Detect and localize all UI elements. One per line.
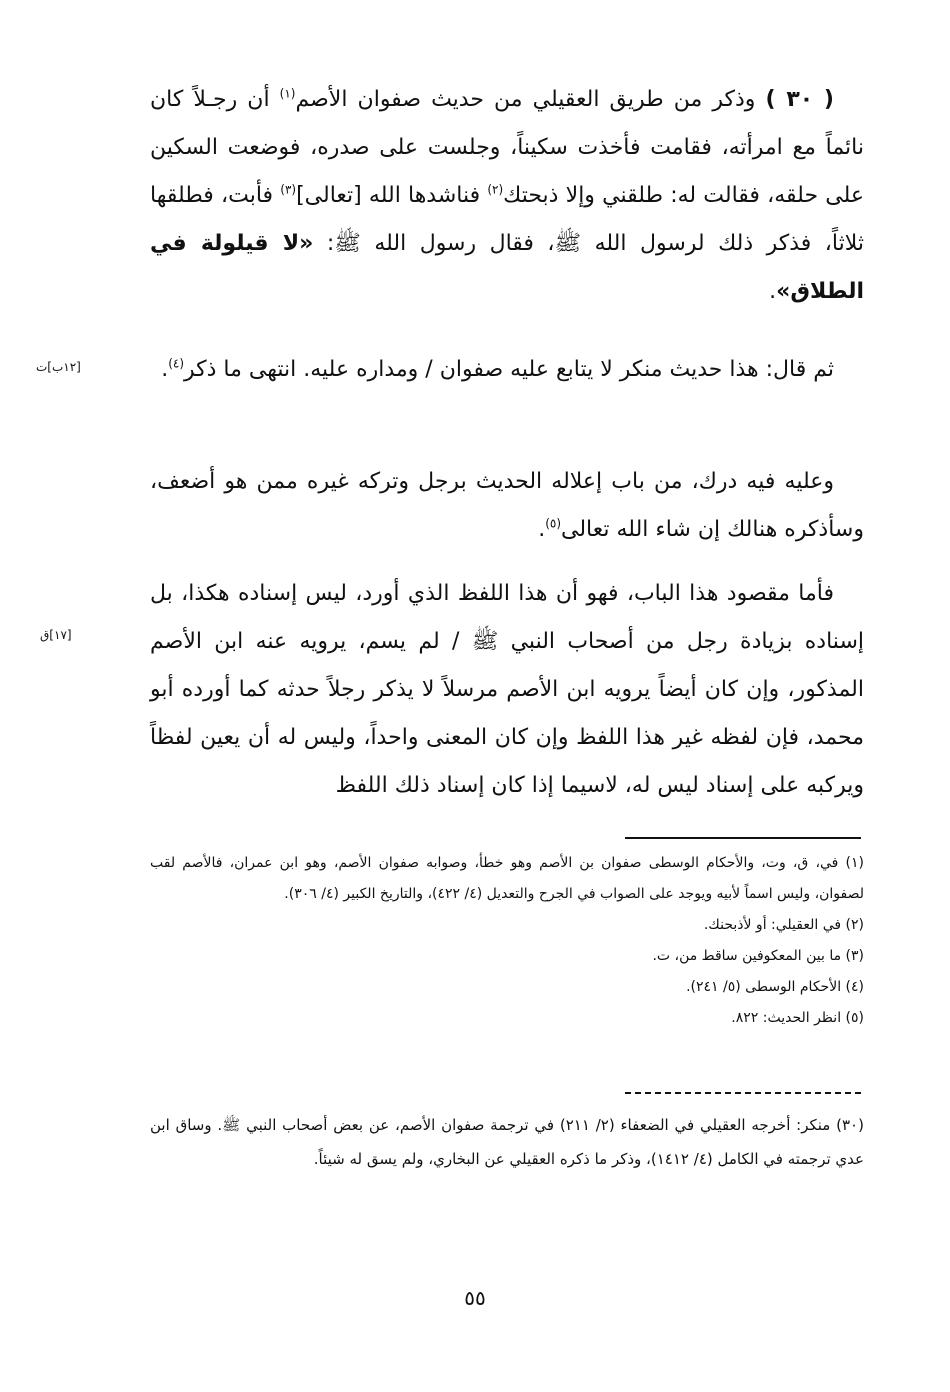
footnote-2: (٢) في العقيلي: أو لأذبحنك. (703, 917, 864, 933)
page-number: ٥٥ (464, 1286, 486, 1310)
footnote-ref-1: (١) (279, 86, 296, 101)
footnote-ref-3: (٣) (280, 182, 297, 197)
margin-note-manuscript-q: [١٧]ق (40, 628, 72, 642)
footnote-1: (١) في، ق، وت، والأحكام الوسطى صفوان بن الأصم وهو خطأ، وصوابه صفوان الأصم، وهو ابن عمران، فالأصم لقب لصفوان، وليس اسماً لأبيه ويوجد على الصواب في الجرح والتعديل (٤/ ٤٢٢)، والتاريخ الكبير (٤/ ٣٠٦). (150, 855, 864, 902)
margin-note-manuscript-t: [١٢ب]ت (36, 360, 81, 374)
hadith-number: ( ٣٠ ) (765, 87, 834, 112)
paragraph-3: وعليه فيه درك، من باب إعلاله الحديث برجل وتركه غيره ممن هو أضعف، وسأذكره هنالك إن شاء الله تعالى$^{(٥)}$. (150, 469, 864, 542)
commentary-separator (625, 1092, 861, 1094)
footnote-3: (٣) ما بين المعكوفين ساقط من، ت. (652, 948, 864, 964)
footnote-ref-5: (٥) (545, 516, 562, 531)
paragraph-4: فأما مقصود هذا الباب، فهو أن هذا اللفظ الذي أورد، ليس إسناده هكذا، بل إسناده بزيادة رجل من أصحاب النبي ﷺ / لم يسم، يرويه عنه ابن الأصم المذكور، وإن كان أيضاً يرويه ابن الأصم مرسلاً لا يذكر رجلاً حدثه كما أورده أبو محمد، فإن لفظه غير هذا اللفظ وإن كان المعنى واحداً، وليس له أن يعين لفظاً ويركبه على إسناد ليس له، لاسيما إذا كان إسناد ذلك اللفظ (150, 581, 864, 798)
footnotes (150, 848, 864, 1034)
footnote-4: (٤) الأحكام الوسطى (٥/ ٢٤١). (686, 979, 864, 995)
footnote-separator (625, 837, 861, 839)
paragraph-30: ( ٣٠ ) وذكر من طريق العقيلي من حديث صفوان الأصم$^{(١)}$ أن رجـلاً كان نائماً مع امرأته، فقامت فأخذت سكيناً، وجلست على صدره، فوضعت السكين على حلقه، فقالت له: طلقني وإلا ذبحتك$^{(٢)}$ فناشدها الله [تعالى]$^{(٣)}$ فأبت، فطلقها ثلاثاً، فذكر ذلك لرسول الله ﷺ، فقال رسول الله ﷺ: «لا قيلولة في الطلاق». (150, 86, 864, 304)
footnote-ref-2: (٢) (487, 182, 504, 197)
paragraph-2: ثم قال: هذا حديث منكر لا يتابع عليه صفوان / ومداره عليه. انتهى ما ذكر$^{(٤)}$. (161, 356, 834, 382)
hadith-text: «لا قيلولة في الطلاق» (150, 231, 864, 304)
commentary-note: (٣٠) منكر: أخرجه العقيلي في الضعفاء (٢/ ٢١١) في ترجمة صفوان الأصم، عن بعض أصحاب النبي ﷺ. وساق ابن عدي ترجمته في الكامل (٤/ ١٤١٢)، وذكر ما ذكره العقيلي عن البخاري، ولم يسق له شيئاً. (150, 1116, 864, 1168)
footnote-5: (٥) انظر الحديث: ٨٢٢. (731, 1010, 864, 1026)
footnote-ref-4: (٤) (168, 356, 185, 371)
